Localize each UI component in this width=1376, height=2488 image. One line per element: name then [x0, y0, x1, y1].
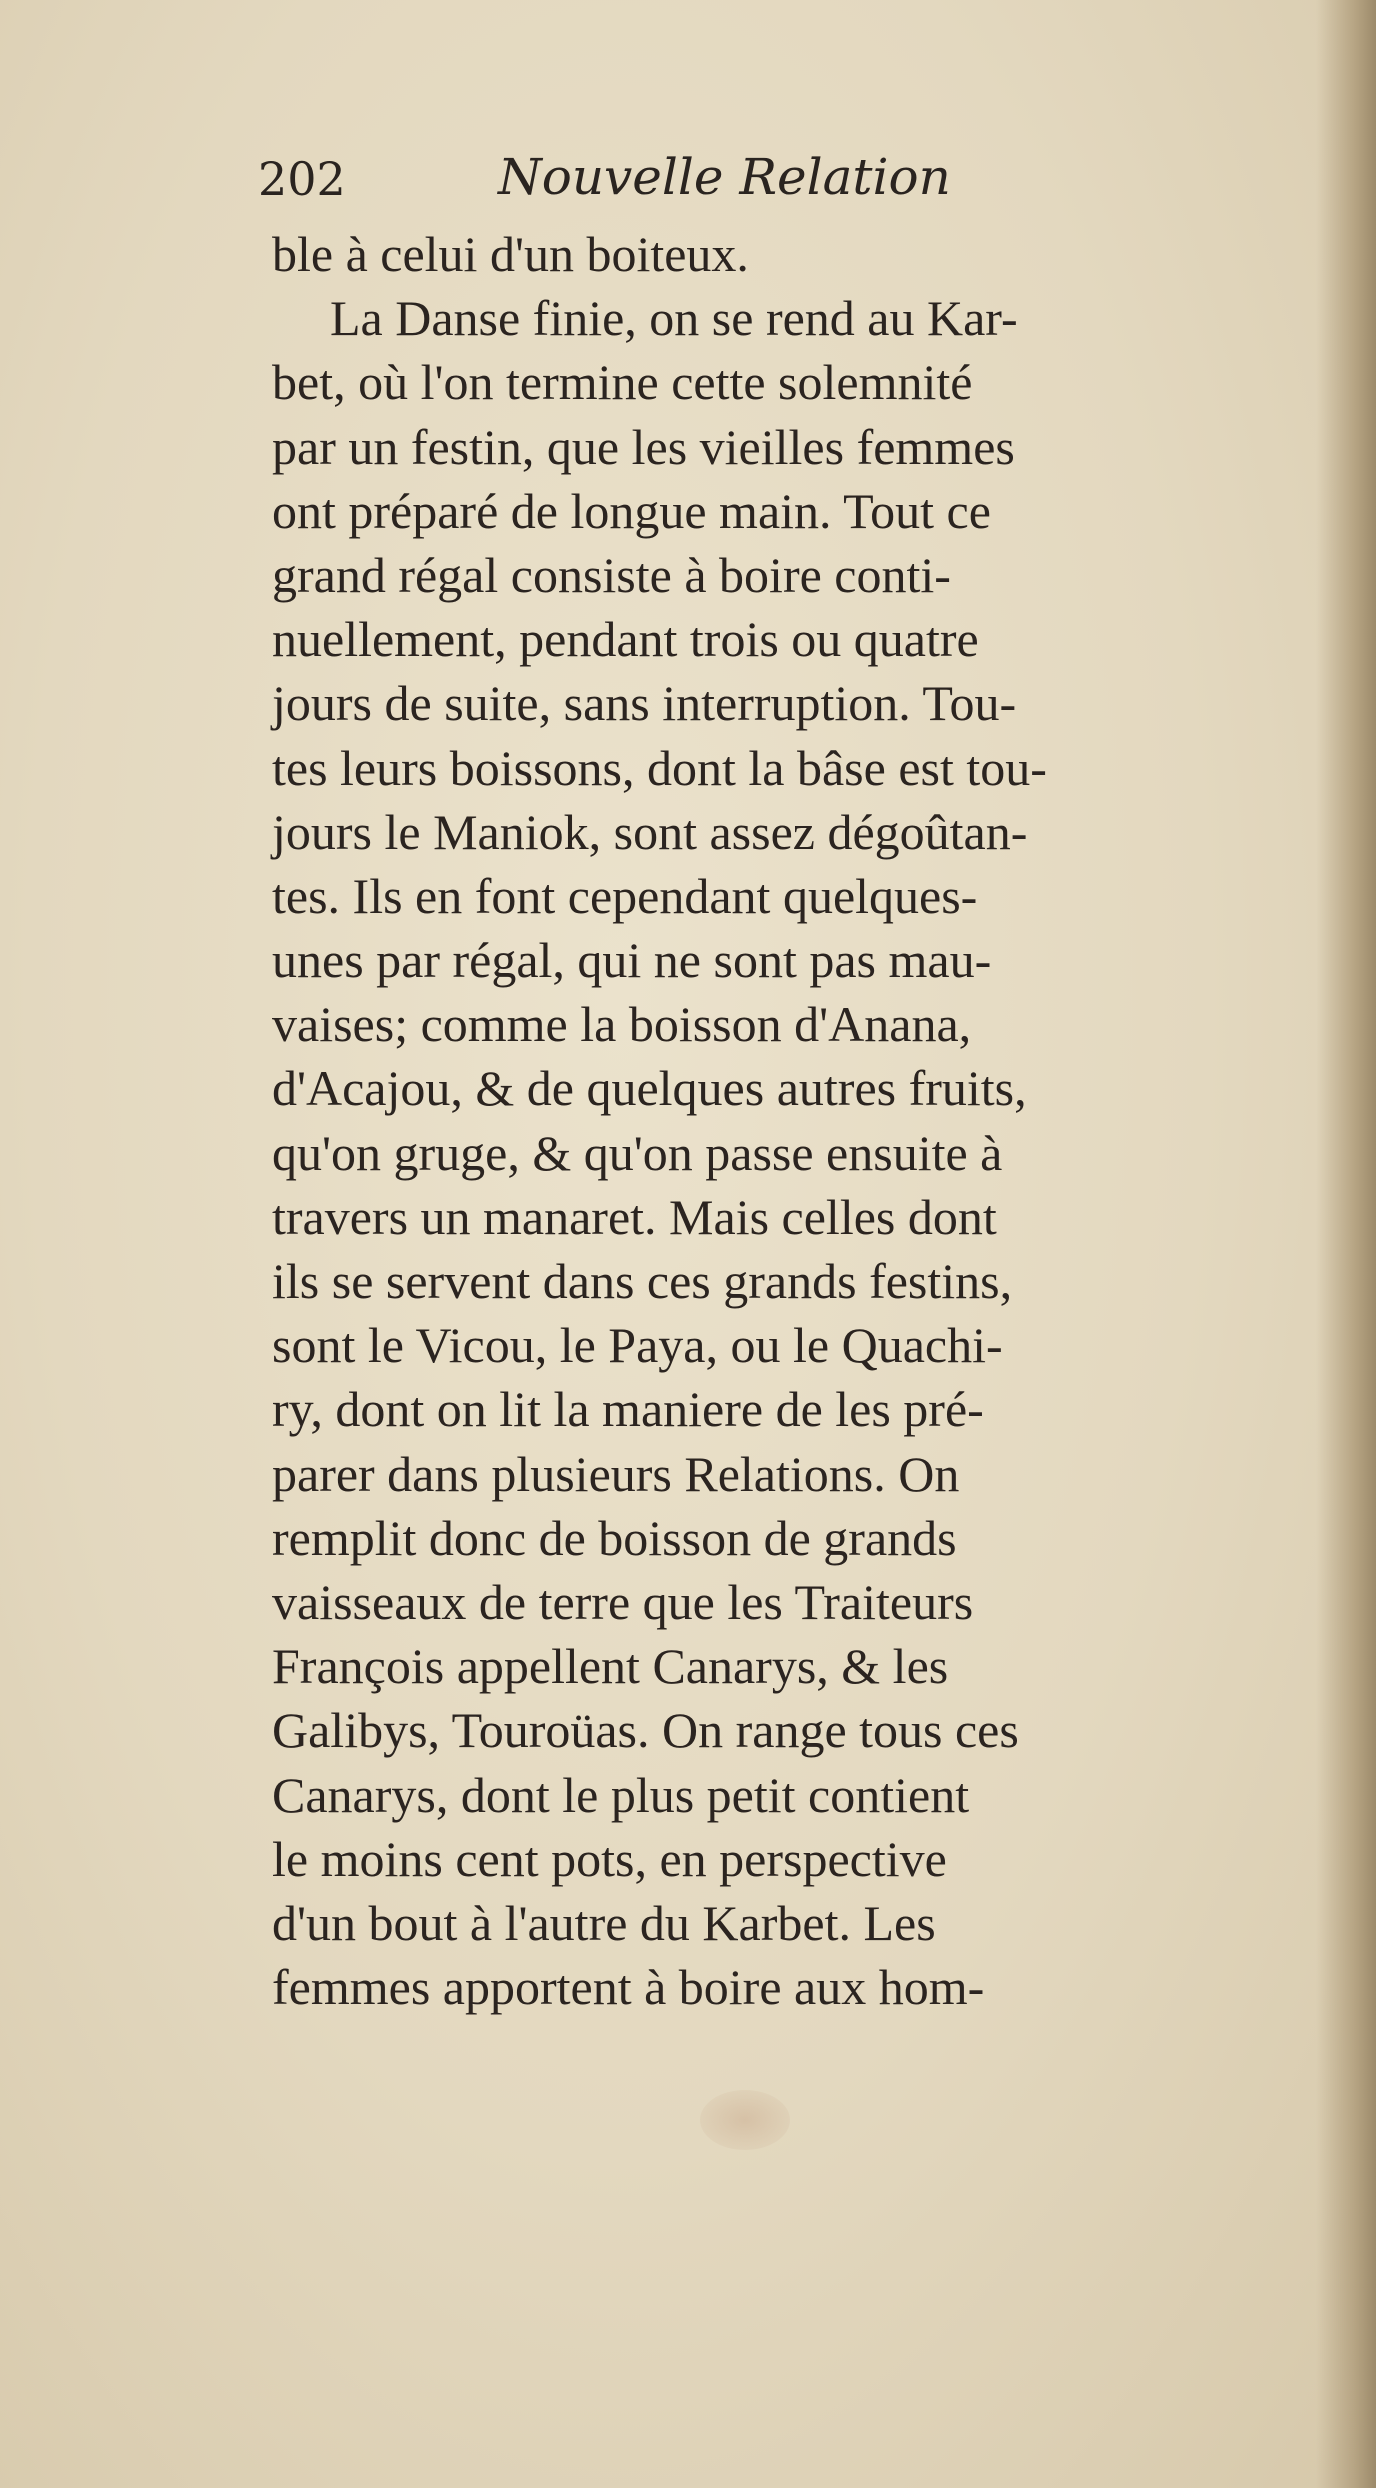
- page-number: 202: [258, 152, 346, 206]
- text-line: bet, où l'on termine cette solemnité: [272, 354, 973, 411]
- text-line: d'Acajou, & de quelques autres fruits,: [272, 1060, 1027, 1117]
- text-line: jours de suite, sans interruption. Tou-: [272, 675, 1017, 732]
- page-edge-shadow: [1316, 0, 1376, 2488]
- running-title: Nouvelle Relation: [498, 148, 951, 206]
- text-line: travers un manaret. Mais celles dont: [272, 1188, 997, 1245]
- text-line: le moins cent pots, en perspective: [272, 1830, 947, 1887]
- text-line: jours le Maniok, sont assez dégoûtan-: [272, 803, 1028, 860]
- text-line: nuellement, pendant trois ou quatre: [272, 611, 979, 668]
- text-line: tes. Ils en font cependant quelques-: [272, 867, 978, 924]
- text-line: vaises; comme la boisson d'Anana,: [272, 996, 972, 1053]
- text-line: qu'on gruge, & qu'on passe ensuite à: [272, 1124, 1003, 1181]
- text-line: ont préparé de longue main. Tout ce: [272, 482, 991, 539]
- text-line: ry, dont on lit la maniere de les pré-: [272, 1381, 984, 1438]
- text-line: remplit donc de boisson de grands: [272, 1509, 957, 1566]
- text-line: femmes apportent à boire aux hom-: [272, 1959, 985, 2016]
- text-line: ils se servent dans ces grands festins,: [272, 1253, 1013, 1309]
- page-header: [258, 148, 1018, 218]
- text-line: sont le Vicou, le Paya, ou le Quachi-: [272, 1317, 1003, 1374]
- text-line: Canarys, dont le plus petit contient: [272, 1766, 970, 1823]
- text-line: La Danse finie, on se rend au Kar-: [330, 290, 1018, 347]
- text-line: grand régal consiste à boire conti-: [272, 546, 951, 603]
- text-line: d'un bout à l'autre du Karbet. Les: [272, 1894, 936, 1951]
- text-line: unes par régal, qui ne sont pas mau-: [272, 932, 992, 989]
- text-line: tes leurs boissons, dont la bâse est tou-: [272, 739, 1047, 796]
- text-line: Galibys, Touroüas. On range tous ces: [272, 1702, 1019, 1759]
- text-line: vaisseaux de terre que les Traiteurs: [272, 1573, 974, 1630]
- text-line: ble à celui d'un boiteux.: [272, 226, 749, 282]
- text-line: François appellent Canarys, & les: [272, 1638, 949, 1695]
- paper-stain: [700, 2090, 790, 2150]
- body-text: [272, 222, 1202, 2019]
- text-line: par un festin, que les vieilles femmes: [272, 418, 1015, 475]
- text-line: parer dans plusieurs Relations. On: [272, 1445, 960, 1502]
